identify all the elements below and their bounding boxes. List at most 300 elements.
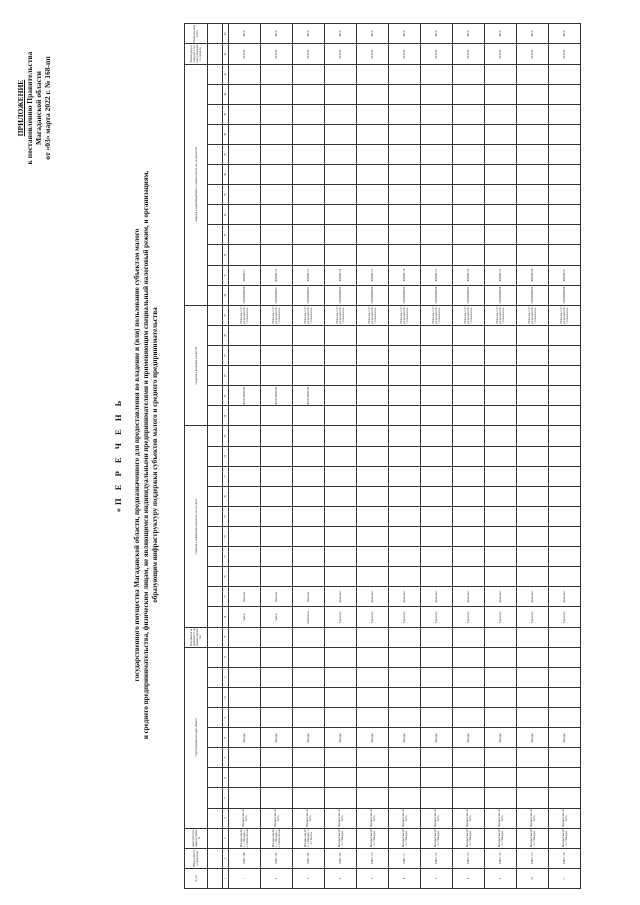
header-sub-cell [208,346,223,366]
table-cell: 6 [389,868,421,888]
header-sub-cell [208,225,223,245]
table-cell [357,527,389,547]
table-cell [485,84,517,104]
table-cell [389,124,421,144]
table-cell [389,647,421,667]
table-cell [517,506,549,526]
table-cell: Движимое [389,587,421,607]
header-group-cell: № п/п [185,868,208,888]
table-cell [325,446,357,466]
table-cell [325,708,357,728]
table-cell [293,627,325,647]
column-number: 28 [223,325,229,345]
table-cell [325,84,357,104]
table-cell [485,325,517,345]
table-cell: Общество с ограниченной ответственностью [485,305,517,325]
column-number: 27 [223,346,229,366]
table-cell [549,84,581,104]
table-cell [453,386,485,406]
table-cell [549,667,581,687]
table-cell [549,506,581,526]
table-cell [229,708,261,728]
table-cell: Магаданская обл., г. Магадан [357,828,389,848]
table-cell: Магадан [229,728,261,748]
table-cell [261,245,293,265]
table-cell: Общество с ограниченной ответственностью [325,305,357,325]
header-group-cell: Сведения о правообладателях и о правах третьих лиц на имущество [185,64,208,305]
table-cell [389,386,421,406]
header-group-cell: Сведения о недвижимом имуществе или его части [185,426,208,627]
table-cell [229,687,261,707]
table-cell [357,225,389,245]
header-group-cell: Структурированный адрес объекта [185,647,208,828]
table-cell: 1024900960525 [389,285,421,305]
table-cell [421,346,453,366]
table-cell: 05.03.22 [485,44,517,64]
header-sub-cell [208,84,223,104]
table-cell [293,185,325,205]
header-sub-cell [208,285,223,305]
table-cell: 05.03.22 [517,44,549,64]
table-cell: Транспорт [325,607,357,627]
table-body [229,24,581,889]
table-cell [293,547,325,567]
table-cell [421,325,453,345]
table-cell: Магадан [485,728,517,748]
table-cell [517,426,549,446]
table-cell [325,627,357,647]
header-sub-cell [208,506,223,526]
table-cell: Движимое [453,587,485,607]
table-cell [229,225,261,245]
header-group-row [185,24,208,889]
header-sub-cell [208,768,223,788]
table-cell [453,245,485,265]
table-cell [325,647,357,667]
table-cell [517,245,549,265]
column-number: 23 [223,426,229,446]
header-sub-cell [208,24,223,44]
column-number: 4 [223,808,229,828]
table-cell [357,748,389,768]
table-cell [549,124,581,144]
table-cell [549,225,581,245]
table-cell [261,768,293,788]
table-row [549,24,581,889]
table-cell: Магаданская обл., г. Магадан [485,828,517,848]
table-cell: Транспорт [453,607,485,627]
table-cell: Магаданская обл., г. Магадан [389,828,421,848]
table-cell [293,104,325,124]
table-cell [389,687,421,707]
table-cell [389,708,421,728]
table-cell [485,486,517,506]
table-cell: Магаданская обл., г. Магадан, пр-т Ленина [293,828,325,848]
appendix-line-1: к постановлению Правительства [25,51,34,165]
table-row [261,24,293,889]
table-cell [261,144,293,164]
table-cell [453,627,485,647]
header-sub-cell [208,527,223,547]
table-cell: 168-пп [549,24,581,44]
table-cell [389,627,421,647]
table-cell [517,346,549,366]
table-cell: 05.03.22 [293,44,325,64]
table-cell [549,386,581,406]
column-number: 5 [223,788,229,808]
heading-line-3: образующим инфраструктуру поддержки субъектов малого и среднего предпринимательства [151,307,159,603]
table-cell [549,185,581,205]
table-cell [229,245,261,265]
appendix-title: ПРИЛОЖЕНИЕ [16,79,25,137]
column-number: 31 [223,265,229,285]
header-group-cell: Указать одно из значений: в перечне (изменениях в перечни) [185,44,208,64]
table-cell [517,647,549,667]
table-cell [357,627,389,647]
table-cell [261,84,293,104]
table-cell: 1024900960521 [261,285,293,305]
header-sub-cell [208,486,223,506]
table-cell: 05.03.22 [325,44,357,64]
table-cell [389,567,421,587]
column-number: 10 [223,687,229,707]
table-cell: Движимое [485,587,517,607]
table-cell [325,144,357,164]
table-cell [549,647,581,667]
table-cell [453,466,485,486]
table-cell: Магадан [549,728,581,748]
header-sub-cell [208,265,223,285]
table-cell: 49:09:030403:42 [229,386,261,406]
header-sub-cell [208,607,223,627]
table-cell [421,225,453,245]
header-sub-cell [208,547,223,567]
table-cell [293,144,325,164]
table-cell [325,185,357,205]
column-number: 42 [223,44,229,64]
table-cell [485,346,517,366]
table-cell [261,567,293,587]
table-cell [549,144,581,164]
table-cell: 168-пп [485,24,517,44]
table-cell: 27RU1109 [325,848,357,868]
table-cell: 4909007114 [325,265,357,285]
table-cell [325,527,357,547]
appendix-block [16,23,52,193]
table-cell [325,245,357,265]
table-cell [453,446,485,466]
table-cell: Транспорт [517,607,549,627]
table-cell [325,768,357,788]
table-cell [389,547,421,567]
table-cell [485,104,517,124]
table-cell [357,165,389,185]
table-cell [357,667,389,687]
table-cell [421,768,453,788]
column-number: 40 [223,84,229,104]
table-cell [517,627,549,647]
table-cell [229,325,261,345]
table-cell [357,84,389,104]
table-cell: Магаданская область [325,808,357,828]
table-cell [549,547,581,567]
table-cell: 05.03.22 [389,44,421,64]
table-cell [517,466,549,486]
table-cell: 168-пп [421,24,453,44]
table-cell [229,506,261,526]
table-cell [517,325,549,345]
heading-line-1: государственного имущества Магаданской области, предназначенного для предоставления во владение и (или) пользование субъектам малого [133,228,141,682]
table-cell [293,446,325,466]
table-cell: Магадан [357,728,389,748]
table-row [421,24,453,889]
table-cell [357,486,389,506]
table-cell [357,506,389,526]
table-cell [389,446,421,466]
column-number: 21 [223,466,229,486]
table-cell [357,708,389,728]
property-register-table [184,23,581,889]
column-number: 37 [223,144,229,164]
table-row [293,24,325,889]
table-row [357,24,389,889]
table-cell: 27RU1106 [229,848,261,868]
table-cell: 2 [261,868,293,888]
table-cell [485,687,517,707]
table-cell: 168-пп [293,24,325,44]
table-cell [421,64,453,84]
table-cell [453,84,485,104]
table-cell [293,124,325,144]
header-sub-cell [208,386,223,406]
table-cell [485,406,517,426]
table-cell [325,346,357,366]
table-cell: 1024900960520 [229,285,261,305]
table-cell [261,366,293,386]
table-cell [485,144,517,164]
table-cell: Транспорт [421,607,453,627]
table-cell: 168-пп [325,24,357,44]
table-cell [485,64,517,84]
column-number: 39 [223,104,229,124]
table-row [229,24,261,889]
header-sub-cell [208,406,223,426]
table-cell: Нежилое [229,587,261,607]
table-cell [421,84,453,104]
table-cell [261,225,293,245]
table-cell [229,426,261,446]
table-cell [517,446,549,466]
table-row [389,24,421,889]
column-number: 29 [223,305,229,325]
table-cell [453,185,485,205]
table-cell [325,406,357,426]
table-cell [325,64,357,84]
table-cell [517,104,549,124]
table-cell [549,205,581,225]
table-cell [357,245,389,265]
table-cell: Магаданская область [261,808,293,828]
table-cell: Магаданская область [485,808,517,828]
table-cell [421,144,453,164]
table-cell: Транспорт [485,607,517,627]
table-cell: Магадан [293,728,325,748]
table-cell [549,165,581,185]
table-cell [453,144,485,164]
header-sub-cell [208,124,223,144]
table-cell: 4909007117 [421,265,453,285]
column-number: 25 [223,386,229,406]
table-cell [261,527,293,547]
table-cell: Движимое [357,587,389,607]
table-cell: Магаданская обл., г. Магадан [517,828,549,848]
table-cell [485,205,517,225]
table-cell: 168-пп [453,24,485,44]
table-cell: Магаданская область [389,808,421,828]
header-sub-cell [208,325,223,345]
table-cell: Общество с ограниченной ответственностью [421,305,453,325]
table-cell [389,245,421,265]
table-cell [357,446,389,466]
table-cell [293,205,325,225]
column-number: 34 [223,205,229,225]
column-number: 2 [223,848,229,868]
table-cell [357,325,389,345]
table-cell [517,84,549,104]
table-cell: Общество с ограниченной ответственностью [293,305,325,325]
table-cell: 7 [421,868,453,888]
table-cell: 1024900960522 [293,285,325,305]
header-group-cell: Вид объекта недвижимости; движимое имущество [185,627,208,647]
table-cell [325,567,357,587]
table-cell [485,647,517,667]
table-cell [389,185,421,205]
table-cell [293,567,325,587]
table-cell [229,104,261,124]
table-cell [389,346,421,366]
table-cell [549,708,581,728]
table-cell: 168-пп [261,24,293,44]
table-cell: Общество с ограниченной ответственностью [517,305,549,325]
header-sub-cell [208,185,223,205]
table-cell [453,708,485,728]
table-cell [549,325,581,345]
table-cell [453,667,485,687]
table-cell [261,466,293,486]
table-cell: Магаданская обл., г. Магадан [453,828,485,848]
document-title: «П Е Р Е Ч Е Н Ь [113,397,123,513]
table-cell [517,748,549,768]
table-cell [357,567,389,587]
table-cell [421,426,453,446]
header-sub-cell [208,305,223,325]
table-cell [293,64,325,84]
table-cell [229,486,261,506]
table-cell [261,406,293,426]
table-cell [421,165,453,185]
table-cell [453,205,485,225]
table-cell [293,527,325,547]
column-number: 38 [223,124,229,144]
table-cell: 27RU1114 [485,848,517,868]
table-cell: 27RU1116 [549,848,581,868]
table-cell [261,486,293,506]
table-cell [485,185,517,205]
table-cell [517,124,549,144]
header-sub-row [208,24,223,889]
table-cell [421,708,453,728]
table-cell [261,506,293,526]
table-cell [549,627,581,647]
header-sub-cell [208,708,223,728]
table-row [453,24,485,889]
column-number: 35 [223,185,229,205]
table-cell [485,245,517,265]
table-cell [485,386,517,406]
table-cell [229,205,261,225]
table-cell [325,788,357,808]
table-cell [517,667,549,687]
table-cell [261,647,293,667]
table-cell [261,708,293,728]
table-cell: 05.03.22 [357,44,389,64]
table-cell: 10 [517,868,549,888]
table-cell: 4909007115 [357,265,389,285]
table-cell: 8 [453,868,485,888]
table-cell [453,346,485,366]
table-cell [549,788,581,808]
table-cell: Магадан [517,728,549,748]
table-cell: 4909007118 [453,265,485,285]
header-sub-cell [208,667,223,687]
table-cell [485,124,517,144]
table-cell [517,366,549,386]
table-cell: 4 [325,868,357,888]
header-sub-cell [208,848,223,868]
table-cell [325,104,357,124]
header-sub-cell [208,104,223,124]
column-number: 15 [223,587,229,607]
column-number: 26 [223,366,229,386]
table-cell [389,506,421,526]
header-group-cell: Сведения о движимом имуществе [185,305,208,426]
table-cell: Магаданская область [293,808,325,828]
table-cell [421,748,453,768]
table-cell [421,486,453,506]
table-cell [485,627,517,647]
table-cell [549,486,581,506]
table-cell: Нежилое [293,587,325,607]
column-number: 33 [223,225,229,245]
table-cell [421,567,453,587]
table-cell: 05.03.22 [261,44,293,64]
table-cell: Транспорт [357,607,389,627]
table-cell [293,165,325,185]
table-cell [389,225,421,245]
table-cell: 168-пп [229,24,261,44]
table-cell [325,486,357,506]
header-sub-cell [208,64,223,84]
column-number: 9 [223,708,229,728]
table-cell [293,506,325,526]
table-cell [357,124,389,144]
table-cell [357,426,389,446]
table-cell: 4909007119 [485,265,517,285]
table-cell [229,165,261,185]
header-sub-cell [208,587,223,607]
table-cell: Магаданская обл., г. Магадан [549,828,581,848]
table-cell: 11 [549,868,581,888]
